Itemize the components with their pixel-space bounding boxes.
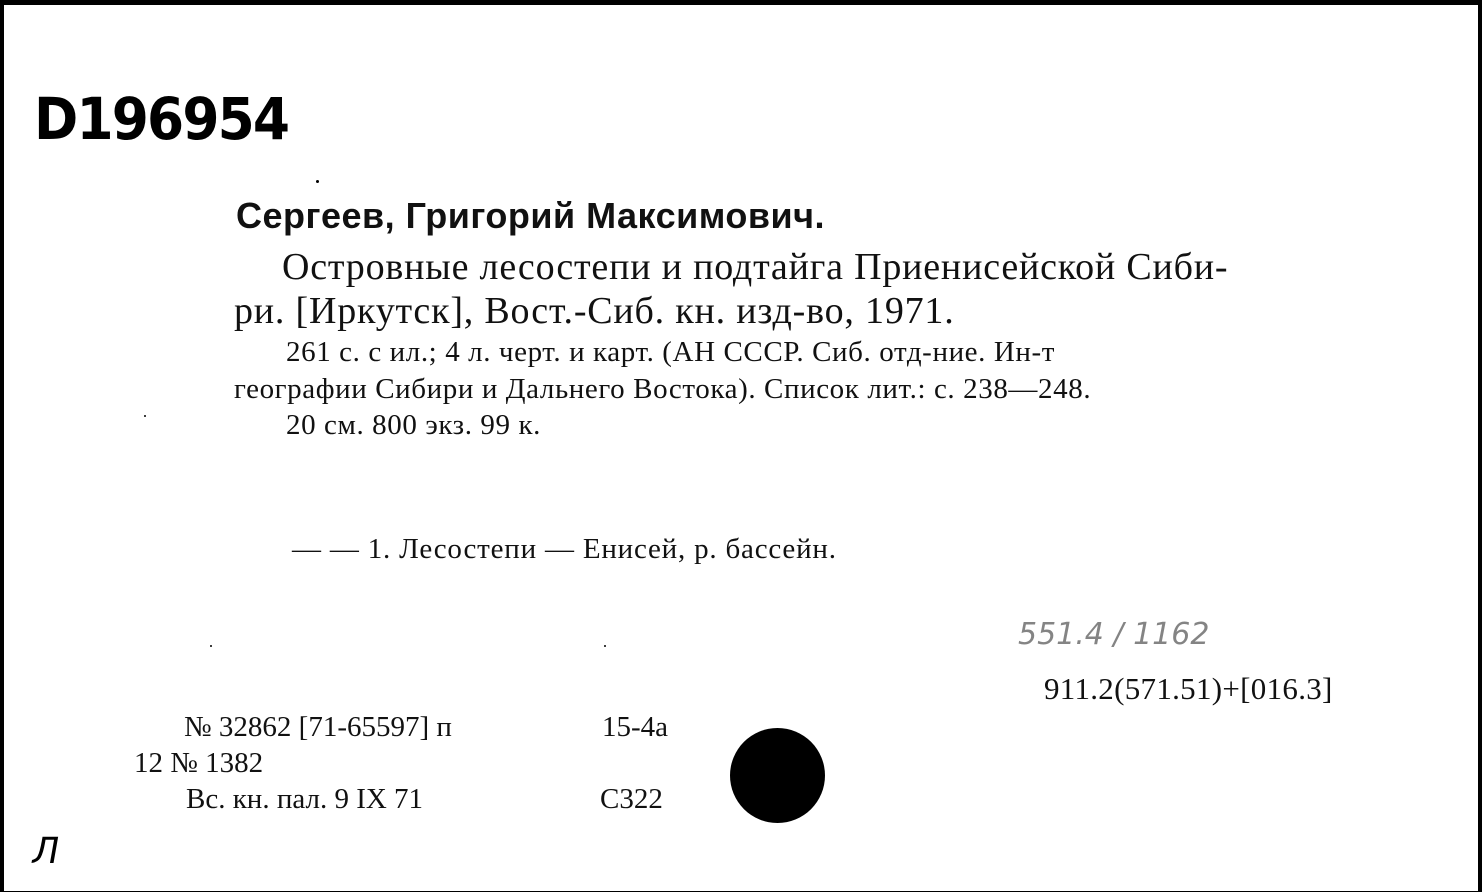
author-heading: Сергеев, Григорий Максимович. (236, 195, 826, 236)
udc-handwritten: 551.4 / 1162 (1018, 617, 1210, 652)
udc-code: 911.2(571.51)+[016.3] (1044, 671, 1333, 706)
catalog-card (4, 3, 1478, 891)
collation-line-1: 261 с. с ил.; 4 л. черт. и карт. (АН СССР. Сиб. отд-ние. Ин-т (286, 336, 1056, 368)
speck-mark (210, 645, 212, 647)
registration-number: № 32862 [71-65597] п (184, 711, 452, 743)
collation-line-2: географии Сибири и Дальнего Востока). Список лит.: с. 238—248. (234, 373, 1092, 405)
card-number: 12 № 1382 (134, 747, 264, 779)
collation-line-3: 20 см. 800 экз. 99 к. (286, 409, 542, 441)
subject-heading: — — 1. Лесостепи — Енисей, р. бассейн. (292, 533, 837, 565)
punch-hole-icon (730, 728, 825, 823)
title-line-1: Островные лесостепи и подтайга Приенисейской Сиби- (282, 246, 1229, 288)
speck-mark (144, 415, 146, 417)
chamber-date: Вс. кн. пал. 9 IX 71 (186, 783, 424, 815)
author-mark: С322 (600, 783, 663, 815)
inventory-number: D196954 (34, 85, 289, 153)
title-line-2: ри. [Иркутск], Вост.-Сиб. кн. изд-во, 1971. (234, 290, 955, 332)
registration-code: 15-4а (602, 711, 669, 743)
speck-mark (316, 180, 319, 183)
speck-mark (604, 645, 606, 647)
corner-mark: Л (28, 831, 63, 872)
